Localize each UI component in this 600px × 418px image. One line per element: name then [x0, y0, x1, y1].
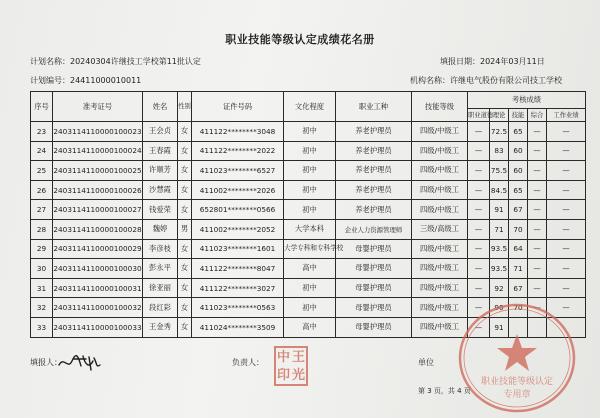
plan-no-label: 计划编号：	[30, 76, 70, 85]
fill-date-line	[440, 56, 545, 67]
header-id-no: 证件号码	[192, 92, 284, 122]
cell-name: 李彦枝	[143, 239, 178, 259]
filler-label: 填报人：	[30, 358, 62, 367]
cell-exam-no: 2403114110000100026	[53, 180, 143, 200]
cell-gender: 女	[178, 298, 192, 318]
cell-name: 段红彩	[143, 298, 178, 318]
cell-skill: 64	[509, 239, 528, 259]
cell-theory: 93.5	[490, 239, 509, 259]
cell-level: 四级/中级工	[412, 141, 468, 161]
cell-seq: 30	[31, 259, 53, 279]
cell-name: 魏婷	[143, 219, 178, 239]
cell-occupation: 母婴护理员	[336, 317, 412, 337]
plan-no-value: 24411000010011	[70, 76, 142, 85]
cell-id-no: 411023********6527	[192, 161, 284, 181]
cell-name: 钱爱荣	[143, 200, 178, 220]
cell-work: —	[547, 239, 586, 259]
cell-name: 徐亚丽	[143, 278, 178, 298]
cell-occupation: 母婴护理员	[336, 239, 412, 259]
cell-occupation: 母婴护理员	[336, 298, 412, 318]
cell-level: 四级/中级工	[412, 122, 468, 142]
table-row	[31, 259, 586, 279]
org-value: 许继电气股份有限公司技工学校	[450, 76, 562, 85]
table-row	[31, 219, 586, 239]
official-seal	[455, 300, 580, 415]
cell-work: —	[547, 278, 586, 298]
cell-exam-no: 2403114110000100030	[53, 259, 143, 279]
cell-ethics: —	[468, 122, 490, 142]
cell-level: 四级/中级工	[412, 278, 468, 298]
cell-ethics: —	[468, 278, 490, 298]
cell-work: —	[547, 122, 586, 142]
cell-education: 高中	[284, 317, 336, 337]
cell-work: —	[547, 200, 586, 220]
cell-level: 四级/中级工	[412, 161, 468, 181]
cell-comprehensive: —	[528, 278, 547, 298]
cell-id-no: 411122********3048	[192, 122, 284, 142]
cell-education: 高中	[284, 259, 336, 279]
seal-char: 印	[276, 367, 290, 383]
cell-occupation: 养老护理员	[336, 141, 412, 161]
cell-name: 王会贞	[143, 122, 178, 142]
cell-education: 大学专科和专科学校	[284, 239, 336, 259]
cell-work: —	[547, 180, 586, 200]
cell-id-no: 411122********8047	[192, 259, 284, 279]
header-comprehensive: 综合	[528, 109, 547, 122]
header-name: 姓名	[143, 92, 178, 122]
cell-ethics: —	[468, 259, 490, 279]
header-seq: 序号	[31, 92, 53, 122]
cell-skill: 67	[509, 278, 528, 298]
cell-skill: 70	[509, 219, 528, 239]
cell-comprehensive: —	[528, 219, 547, 239]
header-work: 工作业绩	[547, 109, 586, 122]
cell-exam-no: 2403114110000100025	[53, 161, 143, 181]
cell-skill: 70	[509, 298, 528, 318]
cell-id-no: 652801********0566	[192, 200, 284, 220]
cell-id-no: 411023********0563	[192, 298, 284, 318]
cell-education: 初中	[284, 278, 336, 298]
table-row	[31, 122, 586, 142]
cell-comprehensive: —	[528, 298, 547, 318]
seal-char: 光	[291, 367, 305, 383]
cell-theory: 83	[490, 141, 509, 161]
cell-occupation: 养老护理员	[336, 200, 412, 220]
table-row	[31, 141, 586, 161]
cell-ethics: —	[468, 298, 490, 318]
fill-date-label: 填报日期：	[440, 57, 480, 66]
filler-signature	[56, 352, 102, 374]
personal-seal	[274, 346, 308, 386]
cell-work: —	[547, 298, 586, 318]
cell-theory: 91	[490, 317, 509, 337]
cell-comprehensive: —	[528, 259, 547, 279]
cell-comprehensive: —	[528, 122, 547, 142]
cell-occupation: 企业人力资源管理师	[336, 219, 412, 239]
cell-ethics: —	[468, 180, 490, 200]
cell-seq: 24	[31, 141, 53, 161]
cell-theory: 72.5	[490, 122, 509, 142]
fill-date-value: 2024年03月11日	[480, 57, 545, 66]
cell-level: 四级/中级工	[412, 200, 468, 220]
seal-char: 中	[276, 349, 290, 365]
cell-exam-no: 2403114110000100023	[53, 122, 143, 142]
cell-ethics: —	[468, 219, 490, 239]
header-education: 文化程度	[284, 92, 336, 122]
cell-seq: 32	[31, 298, 53, 318]
cell-id-no: 411122********2022	[192, 141, 284, 161]
plan-no-line	[30, 75, 141, 86]
cell-seq: 23	[31, 122, 53, 142]
responsible-label: 负责人：	[232, 358, 264, 367]
cell-education: 初中	[284, 180, 336, 200]
cell-ethics: —	[468, 141, 490, 161]
page-info: 第 3 页，共 4 页	[418, 387, 471, 395]
cell-occupation: 养老护理员	[336, 122, 412, 142]
cell-education: 初中	[284, 141, 336, 161]
cell-occupation: 母婴护理员	[336, 278, 412, 298]
cell-id-no: 411122********3027	[192, 278, 284, 298]
page-title: 职业技能等级认定成绩花名册	[225, 33, 375, 46]
cell-theory: 92	[490, 278, 509, 298]
cell-skill: 67	[509, 200, 528, 220]
cell-name: 彭永平	[143, 259, 178, 279]
cell-exam-no: 2403114110000100033	[53, 317, 143, 337]
header-theory: 理论	[490, 109, 509, 122]
cell-seq: 26	[31, 180, 53, 200]
cell-seq: 29	[31, 239, 53, 259]
cell-occupation: 养老护理员	[336, 180, 412, 200]
cell-exam-no: 2403114110000100032	[53, 298, 143, 318]
cell-comprehensive: —	[528, 161, 547, 181]
table-row	[31, 161, 586, 181]
cell-skill: 65	[509, 122, 528, 142]
cell-occupation: 养老护理员	[336, 161, 412, 181]
cell-ethics: —	[468, 317, 490, 337]
cell-gender: 女	[178, 122, 192, 142]
cell-ethics: —	[468, 239, 490, 259]
cell-exam-no: 2403114110000100028	[53, 219, 143, 239]
cell-theory: 91	[490, 200, 509, 220]
cell-exam-no: 2403114110000100029	[53, 239, 143, 259]
table-row	[31, 278, 586, 298]
cell-skill: 65	[509, 180, 528, 200]
cell-work: —	[547, 219, 586, 239]
cell-gender: 女	[178, 239, 192, 259]
cell-id-no: 411024********3509	[192, 317, 284, 337]
cell-gender: 女	[178, 161, 192, 181]
cell-comprehensive: —	[528, 141, 547, 161]
table-row	[31, 180, 586, 200]
cell-comprehensive: —	[528, 200, 547, 220]
cell-id-no: 411002********2052	[192, 219, 284, 239]
unit-label: 单位	[418, 358, 434, 367]
plan-name-value: 20240304许继技工学校第11批认定	[70, 57, 201, 66]
cell-exam-no: 2403114110000100027	[53, 200, 143, 220]
cell-gender: 女	[178, 180, 192, 200]
org-line	[410, 75, 562, 86]
cell-theory: 93.5	[490, 259, 509, 279]
cell-theory: 75.5	[490, 161, 509, 181]
cell-seq: 27	[31, 200, 53, 220]
cell-level: 三级/高级工	[412, 219, 468, 239]
cell-level: 四级/中级工	[412, 180, 468, 200]
cell-skill: 71	[509, 259, 528, 279]
cell-seq: 31	[31, 278, 53, 298]
cell-gender: 女	[178, 259, 192, 279]
cell-name: 王金秀	[143, 317, 178, 337]
seal-char: 王	[291, 349, 305, 365]
table-row	[31, 200, 586, 220]
cell-ethics: —	[468, 200, 490, 220]
cell-work: —	[547, 141, 586, 161]
seal-subtext: 专用章	[503, 390, 531, 400]
table-row	[31, 239, 586, 259]
cell-level: 四级/中级工	[412, 239, 468, 259]
cell-gender: 女	[178, 278, 192, 298]
cell-level: 四级/中级工	[412, 259, 468, 279]
seal-star-icon	[497, 334, 537, 371]
cell-theory: 90	[490, 298, 509, 318]
cell-seq: 33	[31, 317, 53, 337]
header-ethics: 职业道德	[468, 109, 490, 122]
cell-gender: 女	[178, 141, 192, 161]
cell-id-no: 411002********2026	[192, 180, 284, 200]
plan-name-line	[30, 56, 201, 67]
header-gender: 性别	[178, 92, 192, 122]
header-skill: 技能	[509, 109, 528, 122]
cell-name: 许顺芳	[143, 161, 178, 181]
cell-work: —	[547, 259, 586, 279]
cell-ethics: —	[468, 161, 490, 181]
header-scores: 考核成绩	[468, 92, 586, 109]
cell-level: 四级/中级工	[412, 298, 468, 318]
cell-occupation: 母婴护理员	[336, 259, 412, 279]
cell-skill: 60	[509, 141, 528, 161]
cell-seq: 28	[31, 219, 53, 239]
cell-theory: 84.5	[490, 180, 509, 200]
cell-theory: 71	[490, 219, 509, 239]
cell-education: 初中	[284, 200, 336, 220]
plan-name-label: 计划名称：	[30, 57, 70, 66]
cell-education: 大学本科	[284, 219, 336, 239]
header-level: 技能等级	[412, 92, 468, 122]
cell-exam-no: 2403114110000100024	[53, 141, 143, 161]
cell-comprehensive: —	[528, 239, 547, 259]
cell-gender: 女	[178, 317, 192, 337]
cell-level: 四级/中级工	[412, 317, 468, 337]
cell-exam-no: 2403114110000100031	[53, 278, 143, 298]
header-exam-no: 准考证号	[53, 92, 143, 122]
cell-comprehensive: —	[528, 180, 547, 200]
cell-id-no: 411023********1601	[192, 239, 284, 259]
cell-education: 初中	[284, 122, 336, 142]
cell-gender: 女	[178, 200, 192, 220]
cell-skill: 60	[509, 161, 528, 181]
org-label: 机构名称：	[410, 76, 450, 85]
cell-name: 王春霞	[143, 141, 178, 161]
header-occupation: 职业工种	[336, 92, 412, 122]
cell-education: 初中	[284, 161, 336, 181]
cell-seq: 25	[31, 161, 53, 181]
cell-work: —	[547, 161, 586, 181]
cell-education: 初中	[284, 298, 336, 318]
cell-name: 沙慧霞	[143, 180, 178, 200]
seal-text: 职业技能等级认定	[480, 377, 554, 387]
cell-gender: 男	[178, 219, 192, 239]
